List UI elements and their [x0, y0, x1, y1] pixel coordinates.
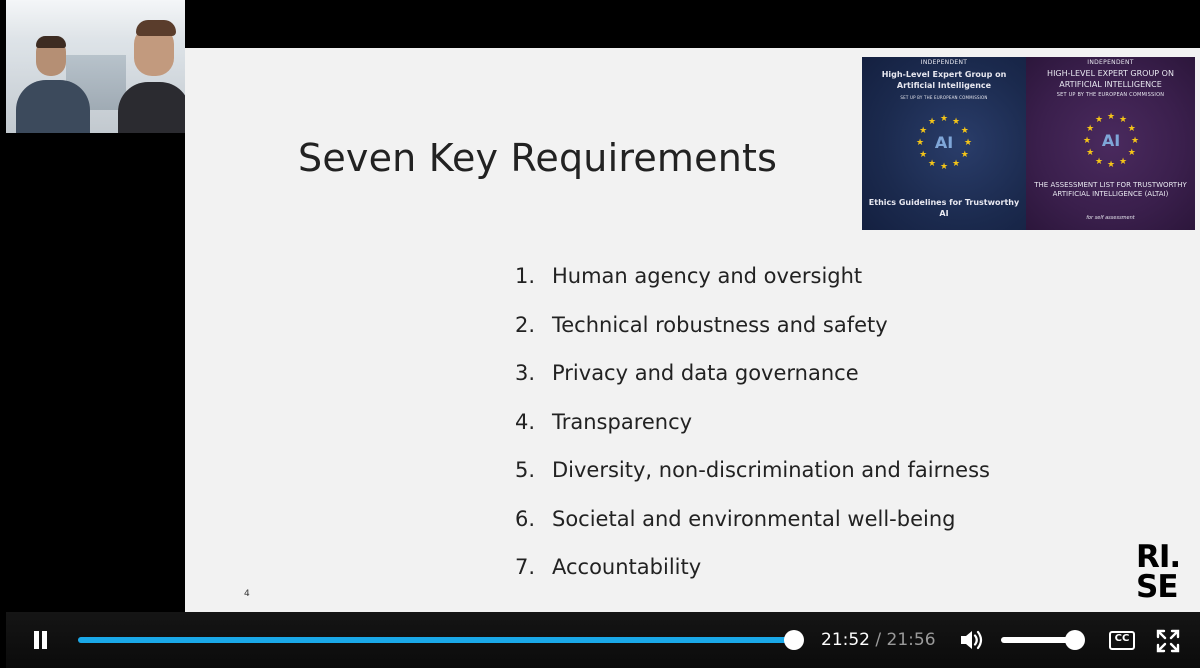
requirement-text: Diversity, non-discrimination and fairness: [552, 458, 990, 483]
volume-level: [1001, 637, 1075, 643]
eu-star: ★: [960, 126, 969, 136]
current-time: 21:52: [821, 630, 870, 650]
presentation-slide: [185, 48, 1200, 613]
requirement-number: 2.: [515, 312, 536, 337]
eu-star: ★: [915, 138, 925, 148]
eu-star: ★: [1094, 115, 1104, 126]
rise-logo-line-2: SE: [1136, 569, 1178, 605]
eu-star: ★: [1094, 156, 1104, 167]
cover-footer: THE ASSESSMENT LIST FOR TRUSTWORTHY ARTIFICIAL INTELLIGENCE (ALTAI): [1034, 181, 1187, 198]
eu-star: ★: [919, 126, 928, 136]
requirement-item: [515, 301, 990, 350]
requirement-text: Accountability: [552, 555, 702, 580]
requirement-item: [515, 349, 990, 398]
captions-label: CC: [1114, 633, 1130, 644]
player-controls: [6, 612, 1200, 668]
eu-star: ★: [1082, 136, 1092, 146]
seek-bar-handle[interactable]: [784, 630, 804, 650]
requirement-number: 3.: [515, 361, 536, 386]
requirement-item: [515, 252, 990, 301]
eu-star: ★: [1106, 112, 1116, 122]
cover-badge: AI: [934, 133, 954, 152]
eu-star: ★: [939, 162, 949, 172]
time-separator: /: [875, 630, 882, 650]
presenter-1-hair: [36, 36, 66, 48]
fullscreen-button[interactable]: [1156, 629, 1180, 653]
volume-handle[interactable]: [1065, 630, 1085, 650]
ethics-guidelines-cover: [862, 57, 1026, 230]
duration: 21:56: [886, 630, 936, 650]
requirements-list: [515, 252, 990, 592]
eu-star: ★: [919, 150, 928, 160]
eu-star: ★: [927, 117, 937, 128]
cover-footer-note: for self assessment: [1086, 215, 1135, 221]
volume-button[interactable]: [959, 629, 985, 651]
eu-star: ★: [1127, 124, 1136, 134]
eu-star: ★: [1130, 136, 1140, 146]
cover-top-label: INDEPENDENT: [920, 59, 968, 66]
eu-star: ★: [951, 158, 961, 169]
requirement-item: [515, 398, 990, 447]
eu-stars-icon: [904, 111, 984, 173]
eu-star: ★: [1086, 124, 1095, 134]
eu-star: ★: [1106, 160, 1116, 170]
eu-star: ★: [960, 150, 969, 160]
requirement-item: [515, 446, 990, 495]
requirement-text: Privacy and data governance: [552, 361, 859, 386]
eu-stars-icon: [1071, 109, 1151, 171]
requirement-text: Societal and environmental well-being: [552, 506, 956, 531]
seek-bar-played: [78, 637, 794, 643]
cover-footer: Ethics Guidelines for Trustworthy AI: [868, 198, 1020, 218]
volume-icon: [959, 629, 985, 651]
requirement-text: Technical robustness and safety: [552, 312, 888, 337]
eu-star: ★: [1118, 156, 1128, 167]
report-covers: [862, 57, 1195, 230]
eu-star: ★: [1118, 115, 1128, 126]
requirement-text: Transparency: [552, 409, 693, 434]
requirement-text: Human agency and oversight: [552, 264, 863, 289]
cover-badge: AI: [1101, 131, 1121, 150]
eu-star: ★: [939, 114, 949, 124]
fullscreen-icon: [1156, 629, 1180, 653]
requirement-item: [515, 543, 990, 592]
presenter-2-hair: [136, 20, 176, 36]
cover-top-label: INDEPENDENT: [1087, 59, 1134, 66]
rise-logo: [1136, 539, 1181, 605]
pause-icon-bar: [42, 631, 47, 649]
cover-heading: HIGH-LEVEL EXPERT GROUP ON ARTIFICIAL INTELLIGENCE: [1047, 69, 1174, 89]
slide-title: Seven Key Requirements: [298, 136, 778, 180]
webcam-feed: [6, 0, 185, 133]
slide-page-number: 4: [244, 589, 250, 599]
presenter-1-body: [16, 80, 90, 133]
eu-star: ★: [951, 117, 961, 128]
time-display: [821, 630, 936, 650]
requirement-number: 4.: [515, 409, 536, 434]
pause-icon: [34, 631, 39, 649]
requirement-number: 7.: [515, 555, 536, 580]
cover-subheading: SET UP BY THE EUROPEAN COMMISSION: [900, 95, 988, 100]
cover-subheading: SET UP BY THE EUROPEAN COMMISSION: [1056, 92, 1165, 98]
eu-star: ★: [1086, 148, 1095, 158]
rise-logo-line-1: RI.: [1136, 539, 1181, 575]
cover-heading: High-Level Expert Group on Artificial Intelligence: [881, 70, 1007, 90]
requirement-number: 1.: [515, 264, 536, 289]
volume-slider[interactable]: [1001, 637, 1083, 643]
requirement-item: [515, 495, 990, 544]
eu-star: ★: [927, 158, 937, 169]
requirement-number: 5.: [515, 458, 536, 483]
eu-star: ★: [1127, 148, 1136, 158]
requirement-number: 6.: [515, 506, 536, 531]
presenter-2-body: [118, 82, 185, 133]
eu-star: ★: [963, 138, 973, 148]
altai-cover: [1026, 57, 1195, 230]
captions-button[interactable]: [1109, 631, 1135, 650]
seek-bar[interactable]: [78, 637, 796, 643]
pause-button[interactable]: [31, 629, 49, 651]
